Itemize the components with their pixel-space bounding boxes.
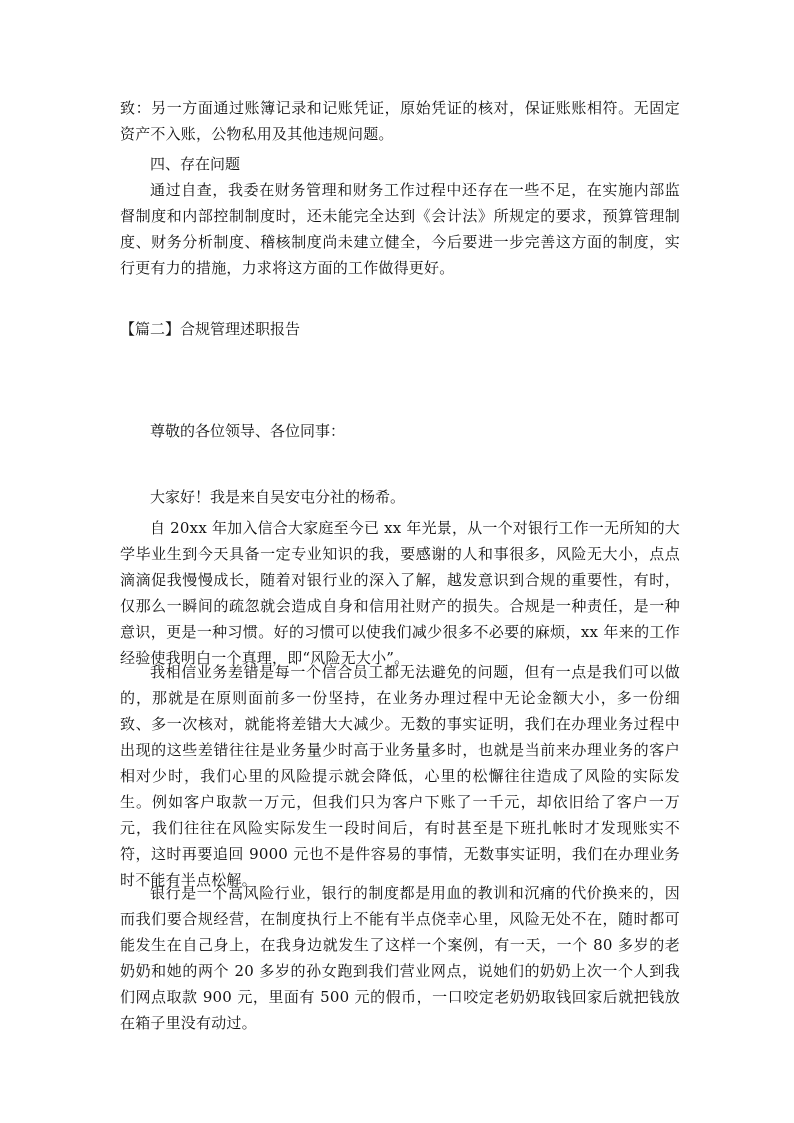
paragraph-high-risk-industry: 银行是一个高风险行业，银行的制度都是用血的教训和沉痛的代价换来的，因而我们要合规经营，在制度执行上不能有半点侥幸心里，风险无处不在，随时都可能发生在自己身上，在我身边就发生了这样一个案例，有一天，一个 80 多岁的老奶奶和她的两个 20 多岁的孙女跑到我们营业网点，说她们的奶奶上次一个人到我们网点取款 900 元，里面有 500 元的假币，一口咬定老奶奶取钱回家后就把钱放在箱子里没有动过。	[120, 884, 680, 1032]
paragraph-risk-awareness: 自 20xx 年加入信合大家庭至今已 xx 年光景，从一个对银行工作一无所知的大学毕业生到今天具备一定专业知识的我，要感谢的人和事很多，风险无大小，点点滴滴促我慢慢成长，随着对银行业的深入了解，越发意识到合规的重要性，有时，仅那么一瞬间的疏忽就会造成自身和信用社财产的损失。合规是一种责任，是一种意识，更是一种习惯。好的习惯可以使我们减少很多不必要的麻烦，xx 年来的工作经验使我明白一个真理，即“风险无大小”。	[120, 519, 681, 667]
paragraph-closing-audit: 致：另一方面通过账簿记录和记账凭证，原始凭证的核对，保证账账相符。无固定资产不入账，公物私用及其他违规问题。	[120, 99, 680, 143]
paragraph-self-check: 通过自查，我委在财务管理和财务工作过程中还存在一些不足，在实施内部监督制度和内部控制制度时，还未能完全达到《会计法》所规定的要求，预算管理制度、财务分析制度、稽核制度尚未建立健全，今后要进一步完善这方面的制度，实行更有力的措施，力求将这方面的工作做得更好。	[120, 181, 680, 277]
section-title: 【篇二】合规管理述职报告	[120, 320, 301, 338]
paragraph-business-errors: 我相信业务差错是每一个信合员工都无法避免的问题，但有一点是我们可以做的，那就是在原则面前多一份坚持，在业务办理过程中无论金额大小，多一份细致、多一次核对，就能将差错大大减少。无数的事实证明，我们在办理业务过程中出现的这些差错往往是业务量少时高于业务量多时，也就是当前来办理业务的客户相对少时，我们心里的风险提示就会降低，心里的松懈往往造成了风险的实际发生。例如客户取款一万元，但我们只为客户下账了一千元，却依旧给了客户一万元，我们往往在风险实际发生一段时间后，有时甚至是下班扎帐时才发现账实不符，这时再要追回 9000 元也不是件容易的事情，无数事实证明，我们在办理业务时不能有半点松解。	[120, 663, 680, 889]
greeting: 尊敬的各位领导、各位同事：	[150, 422, 346, 440]
self-introduction: 大家好！我是来自吴安屯分社的杨希。	[150, 488, 406, 506]
heading-existing-problems: 四、存在问题	[150, 155, 241, 173]
